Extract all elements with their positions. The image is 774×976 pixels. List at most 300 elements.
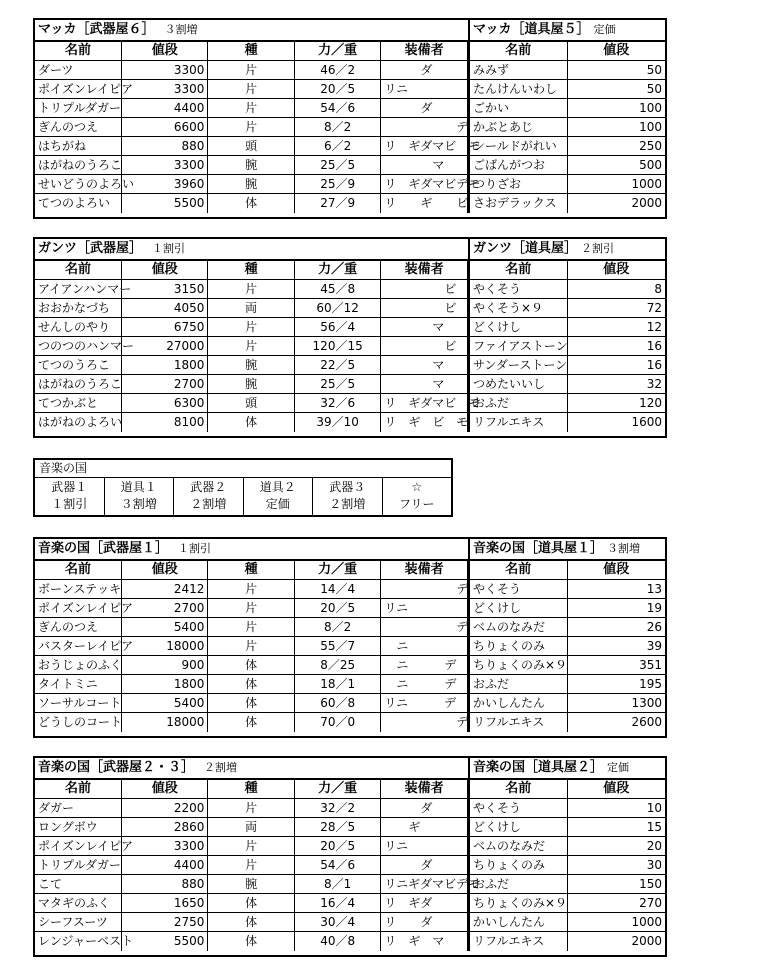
weapon-equip: ニ デ [381,656,468,675]
weapon-price: 6300 [121,394,207,413]
weapon-type: 片 [208,856,294,875]
weapon-price: 5400 [121,618,207,637]
weapon-name: ぎんのつえ [35,118,121,137]
weapon-price: 4400 [121,856,207,875]
item-name: やくそう [469,580,567,599]
column-header-name: 名前 [35,560,121,580]
weapon-equip: リ ギ ビ モ [381,413,468,432]
item-price: 50 [567,61,665,80]
item-price: 2000 [567,194,665,213]
item-name: どくけし [469,599,567,618]
item-row [469,675,665,694]
weapon-row [35,637,468,656]
column-header-price: 値段 [567,779,665,799]
weapon-name: バスターレイピア [35,637,121,656]
item-price: 351 [567,656,665,675]
rate-cell-value: フリー [398,497,435,511]
weapon-equip: ダ [381,61,468,80]
column-header-name: 名前 [469,41,567,61]
weapon-stat: 32／6 [294,394,380,413]
item-price: 10 [567,799,665,818]
weapon-stat: 16／4 [294,894,380,913]
weapon-row [35,675,468,694]
weapon-header-row [35,560,468,580]
column-header-name: 名前 [469,779,567,799]
weapon-equip: リニギダマビデモ [381,875,468,894]
rate-cell [35,478,105,515]
item-row [469,375,665,394]
weapon-price: 900 [121,656,207,675]
item-name: ちりょくのみ [469,637,567,656]
weapon-header-row [35,41,468,61]
weapon-type: 腕 [208,175,294,194]
weapon-price: 6600 [121,118,207,137]
item-name: おふだ [469,675,567,694]
weapon-price: 5500 [121,932,207,951]
weapon-stat: 120／15 [294,337,380,356]
item-row [469,837,665,856]
item-name: どくけし [469,318,567,337]
rate-cell-value: ３割増 [120,497,157,511]
rate-cell-value: ２割増 [190,497,227,511]
weapon-type: 片 [208,280,294,299]
rate-cell [244,478,314,515]
weapon-row [35,837,468,856]
weapon-stat: 6／2 [294,137,380,156]
column-header-stat: 力／重 [294,560,380,580]
rates-cells [35,478,451,515]
column-header-name: 名前 [35,260,121,280]
item-table [468,758,665,951]
weapon-type: 頭 [208,394,294,413]
item-shop-name: 音楽の国［道具屋２］ [473,760,604,775]
weapon-row [35,156,468,175]
item-shop-title [469,758,665,779]
weapon-name: ボーンステッキ [35,580,121,599]
item-price: 2600 [567,713,665,732]
weapon-type: 片 [208,637,294,656]
weapon-name: ぎんのつえ [35,618,121,637]
shop-block-music-2 [33,756,667,957]
weapon-type: 体 [208,675,294,694]
weapon-type: 体 [208,894,294,913]
weapon-type: 片 [208,318,294,337]
weapon-equip: デ [381,713,468,732]
weapon-name: つのつのハンマー [35,337,121,356]
item-row [469,413,665,432]
weapon-name: アイアンハンマー [35,280,121,299]
item-name: やくそう [469,799,567,818]
item-title-row [469,539,665,560]
weapon-type: 体 [208,713,294,732]
item-price: 50 [567,80,665,99]
item-shop-title [469,20,665,41]
weapon-name: ロングボウ [35,818,121,837]
weapon-stat: 18／1 [294,675,380,694]
weapon-stat: 27／9 [294,194,380,213]
item-name: ちりょくのみ×９ [469,894,567,913]
weapon-type: 片 [208,799,294,818]
rate-cell [313,478,383,515]
item-name: ごばんがつお [469,156,567,175]
weapon-row [35,894,468,913]
item-name: リフルエキス [469,932,567,951]
weapon-name: てつのよろい [35,194,121,213]
rate-cell-value: １割引 [51,497,88,511]
item-shop-name: ガンツ［道具屋］ [473,241,578,256]
weapon-equip: マ [381,375,468,394]
weapon-shop-rate: １割引 [178,542,212,555]
weapon-name: てつのうろこ [35,356,121,375]
weapon-shop-title [35,539,468,560]
rate-cell-shop: 道具２ [259,480,296,494]
item-price: 1000 [567,175,665,194]
weapon-equip: リ ギダマビ モ [381,394,468,413]
weapon-type: 体 [208,413,294,432]
item-name: かいしんたん [469,694,567,713]
weapon-stat: 14／4 [294,580,380,599]
weapon-type: 腕 [208,875,294,894]
item-row [469,913,665,932]
rate-cell [383,478,452,515]
item-name: ちりょくのみ [469,856,567,875]
item-price: 15 [567,818,665,837]
weapon-table [35,20,481,213]
item-row [469,175,665,194]
item-name: ベムのなみだ [469,618,567,637]
weapon-equip: リニ [381,837,468,856]
weapon-stat: 20／5 [294,599,380,618]
weapon-stat: 28／5 [294,818,380,837]
item-price: 500 [567,156,665,175]
weapon-shop-name: 音楽の国［武器屋１］ [38,541,169,556]
weapon-stat: 39／10 [294,413,380,432]
weapon-equip: ニ [381,637,468,656]
item-price: 39 [567,637,665,656]
item-row [469,156,665,175]
weapon-equip: リ ダ [381,913,468,932]
weapon-stat: 40／8 [294,932,380,951]
column-header-equip: 装備者 [381,560,468,580]
weapon-price: 1800 [121,675,207,694]
item-name: シールドがれい [469,137,567,156]
weapon-price: 4050 [121,299,207,318]
weapon-stat: 56／4 [294,318,380,337]
item-name: おふだ [469,875,567,894]
column-header-price: 値段 [567,41,665,61]
item-row [469,580,665,599]
weapon-shop-name: マッカ［武器屋６］ [38,22,155,37]
weapon-equip: ビ [381,280,468,299]
item-name: リフルエキス [469,413,567,432]
weapon-price: 18000 [121,637,207,656]
item-price: 20 [567,837,665,856]
weapon-row [35,913,468,932]
weapon-stat: 55／7 [294,637,380,656]
weapon-price: 2700 [121,599,207,618]
item-shop-rate: ３割増 [607,542,641,555]
weapon-stat: 70／0 [294,713,380,732]
weapon-row [35,280,468,299]
weapon-stat: 30／4 [294,913,380,932]
weapon-shop-title [35,758,468,779]
weapon-row [35,137,468,156]
weapon-name: ダーツ [35,61,121,80]
item-row [469,99,665,118]
weapon-type: 体 [208,656,294,675]
item-title-row [469,758,665,779]
weapon-type: 片 [208,337,294,356]
item-price: 16 [567,356,665,375]
item-row [469,656,665,675]
weapon-type: 片 [208,580,294,599]
weapon-name: はがねのよろい [35,413,121,432]
item-row [469,799,665,818]
item-price: 19 [567,599,665,618]
weapon-stat: 8／1 [294,875,380,894]
column-header-equip: 装備者 [381,41,468,61]
weapon-stat: 8／2 [294,618,380,637]
rate-cell-value: ２割増 [329,497,366,511]
item-price: 32 [567,375,665,394]
item-price: 72 [567,299,665,318]
weapon-equip: デ [381,118,468,137]
weapon-price: 27000 [121,337,207,356]
weapon-type: 片 [208,99,294,118]
item-price: 100 [567,118,665,137]
item-row [469,80,665,99]
weapon-name: せいどうのよろい [35,175,121,194]
item-price: 16 [567,337,665,356]
item-name: ちりょくのみ×９ [469,656,567,675]
weapon-price: 3960 [121,175,207,194]
item-price: 195 [567,675,665,694]
rate-cell-shop: ☆ [411,480,423,494]
item-name: たんけんいわし [469,80,567,99]
item-row [469,599,665,618]
weapon-equip: ビ [381,299,468,318]
weapon-row [35,875,468,894]
item-price: 120 [567,394,665,413]
item-row [469,618,665,637]
weapon-stat: 60／12 [294,299,380,318]
weapon-equip: リ ギダ [381,894,468,913]
item-price: 250 [567,137,665,156]
weapon-equip: リニ [381,599,468,618]
weapon-title-row [35,539,468,560]
item-name: やくそう×９ [469,299,567,318]
item-row [469,118,665,137]
item-row [469,194,665,213]
weapon-price: 880 [121,137,207,156]
weapon-row [35,856,468,875]
weapon-name: ダガー [35,799,121,818]
item-row [469,280,665,299]
rate-cell-shop: 道具１ [120,480,157,494]
item-row [469,318,665,337]
weapon-stat: 60／8 [294,694,380,713]
weapon-row [35,580,468,599]
column-header-price: 値段 [567,260,665,280]
item-name: かいしんたん [469,913,567,932]
item-name: つめたいいし [469,375,567,394]
weapon-shop-title [35,20,468,41]
item-price: 12 [567,318,665,337]
weapon-name: タイトミニ [35,675,121,694]
item-row [469,637,665,656]
weapon-price: 3300 [121,837,207,856]
weapon-shop-name: 音楽の国［武器屋２・３］ [38,760,195,775]
weapon-row [35,337,468,356]
column-header-stat: 力／重 [294,779,380,799]
weapon-equip: ダ [381,99,468,118]
weapon-name: おおかなづち [35,299,121,318]
weapon-stat: 46／2 [294,61,380,80]
weapon-name: トリプルダガー [35,99,121,118]
weapon-price: 1800 [121,356,207,375]
weapon-shop-name: ガンツ［武器屋］ [38,241,143,256]
weapon-equip: マ [381,156,468,175]
weapon-name: レンジャーベスト [35,932,121,951]
weapon-stat: 22／5 [294,356,380,375]
item-shop-title [469,239,665,260]
column-header-type: 種 [208,560,294,580]
item-price: 150 [567,875,665,894]
weapon-name: ソーサルコート [35,694,121,713]
column-header-price: 値段 [121,779,207,799]
item-row [469,337,665,356]
weapon-shop-rate: １割引 [152,242,186,255]
weapon-equip: ニ デ [381,675,468,694]
rate-cell [174,478,244,515]
item-price: 1000 [567,913,665,932]
weapon-price: 5500 [121,194,207,213]
weapon-row [35,175,468,194]
column-header-equip: 装備者 [381,260,468,280]
weapon-stat: 54／6 [294,99,380,118]
weapon-stat: 25／5 [294,156,380,175]
item-name: みみず [469,61,567,80]
item-row [469,299,665,318]
shop-block-gantsu [33,237,667,438]
weapon-name: てつかぶと [35,394,121,413]
weapon-price: 2700 [121,375,207,394]
item-row [469,856,665,875]
item-header-row [469,779,665,799]
weapon-stat: 20／5 [294,837,380,856]
weapon-equip: ビ [381,337,468,356]
item-row [469,394,665,413]
weapon-stat: 32／2 [294,799,380,818]
rate-cell-shop: 武器１ [51,480,88,494]
weapon-name: マタギのふく [35,894,121,913]
weapon-shop-rate: ３割増 [164,23,198,36]
weapon-equip: ダ [381,799,468,818]
weapon-row [35,413,468,432]
weapon-stat: 25／5 [294,375,380,394]
column-header-name: 名前 [35,41,121,61]
item-price: 8 [567,280,665,299]
weapon-price: 5400 [121,694,207,713]
column-header-type: 種 [208,260,294,280]
weapon-equip: リニ デ [381,694,468,713]
weapon-price: 2750 [121,913,207,932]
weapon-type: 片 [208,618,294,637]
rates-box [33,458,453,517]
item-price: 100 [567,99,665,118]
weapon-price: 2860 [121,818,207,837]
weapon-title-row [35,239,468,260]
weapon-type: 体 [208,694,294,713]
weapon-price: 1650 [121,894,207,913]
shop-block-makka [33,18,667,219]
item-row [469,894,665,913]
item-price: 30 [567,856,665,875]
rate-cell-value: 定価 [265,497,290,511]
weapon-stat: 8／25 [294,656,380,675]
weapon-row [35,80,468,99]
item-price: 13 [567,580,665,599]
item-row [469,356,665,375]
item-table [468,539,665,732]
weapon-name: どうしのコート [35,713,121,732]
item-price: 1600 [567,413,665,432]
weapon-price: 4400 [121,99,207,118]
item-name: やくそう [469,280,567,299]
item-name: つりざお [469,175,567,194]
item-name: ごかい [469,99,567,118]
item-name: どくけし [469,818,567,837]
weapon-row [35,618,468,637]
column-header-type: 種 [208,779,294,799]
item-row [469,818,665,837]
weapon-type: 両 [208,299,294,318]
weapon-price: 3300 [121,156,207,175]
weapon-type: 頭 [208,137,294,156]
rates-title: 音楽の国 [35,460,451,478]
weapon-row [35,61,468,80]
weapon-price: 2200 [121,799,207,818]
weapon-name: ポイズンレイピア [35,80,121,99]
weapon-row [35,194,468,213]
weapon-price: 3150 [121,280,207,299]
weapon-header-row [35,779,468,799]
weapon-stat: 54／6 [294,856,380,875]
weapon-type: 体 [208,194,294,213]
weapon-row [35,694,468,713]
column-header-price: 値段 [121,260,207,280]
item-row [469,932,665,951]
weapon-equip: デ [381,580,468,599]
weapon-stat: 8／2 [294,118,380,137]
weapon-name: シーフスーツ [35,913,121,932]
weapon-price: 3300 [121,61,207,80]
weapon-name: ポイズンレイピア [35,599,121,618]
weapon-type: 両 [208,818,294,837]
weapon-name: せんしのやり [35,318,121,337]
item-title-row [469,20,665,41]
item-shop-name: 音楽の国［道具屋１］ [473,541,604,556]
item-price: 26 [567,618,665,637]
weapon-type: 腕 [208,156,294,175]
weapon-type: 片 [208,61,294,80]
column-header-name: 名前 [35,779,121,799]
weapon-shop-title [35,239,468,260]
weapon-type: 腕 [208,375,294,394]
weapon-row [35,818,468,837]
item-shop-name: マッカ［道具屋５］ [473,22,590,37]
rate-cell [105,478,175,515]
